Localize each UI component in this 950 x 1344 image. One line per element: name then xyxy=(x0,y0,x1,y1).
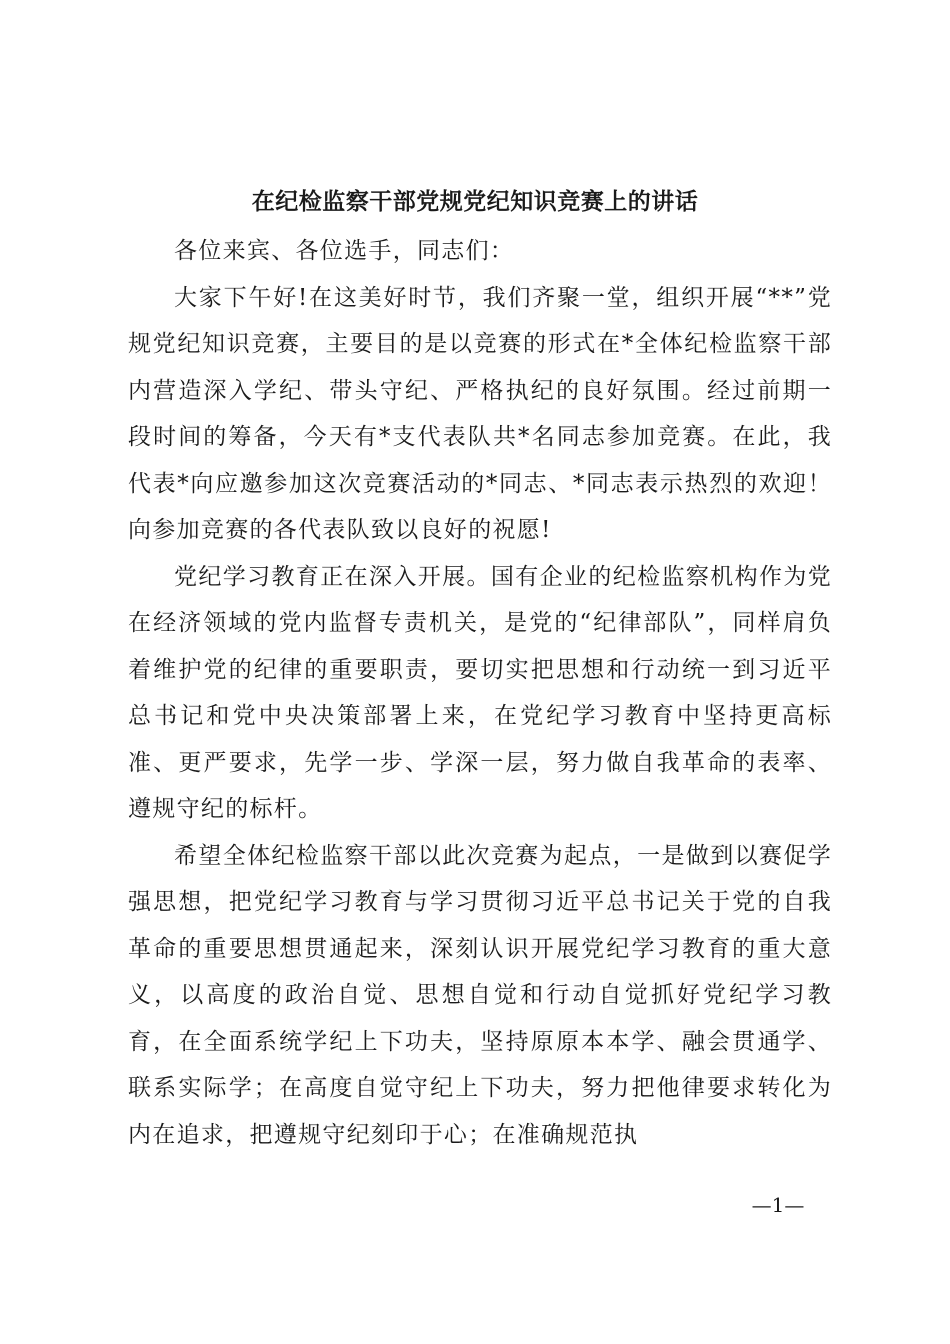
paragraph-discipline-education: 党纪学习教育正在深入开展。国有企业的纪检监察机构作为党在经济领域的党内监督专责机关，是党的“纪律部队”，同样肩负着维护党的纪律的重要职责，要切实把思想和行动统一到习近平总书记和党中央决策部署上来，在党纪学习教育中坚持更高标准、更严要求，先学一步、学深一层，努力做自我革命的表率、遵规守纪的标杆。 xyxy=(128,563,832,822)
page-number: —1— xyxy=(751,1193,805,1217)
document-title: 在纪检监察干部党规党纪知识竞赛上的讲话 xyxy=(251,188,699,215)
paragraph-hopes: 希望全体纪检监察干部以此次竞赛为起点，一是做到以赛促学强思想，把党纪学习教育与学习贯彻习近平总书记关于党的自我革命的重要思想贯通起来，深刻认识开展党纪学习教育的重大意义，以高度的政治自觉、思想自觉和行动自觉抓好党纪学习教育，在全面系统学纪上下功夫，坚持原原本本学、融会贯通学、联系实际学；在高度自觉守纪上下功夫，努力把他律要求转化为内在追求，把遵规守纪刻印于心；在准确规范执 xyxy=(128,842,832,1148)
document-body xyxy=(128,228,832,1158)
paragraph-opening: 大家下午好!在这美好时节，我们齐聚一堂，组织开展“**”党规党纪知识竞赛，主要目的是以竞赛的形式在*全体纪检监察干部内营造深入学纪、带头守纪、严格执纪的良好氛围。经过前期一段时间的筹备，今天有*支代表队共*名同志参加竞赛。在此，我代表*向应邀参加这次竞赛活动的*同志、*同志表示热烈的欢迎！向参加竞赛的各代表队致以良好的祝愿! xyxy=(128,284,832,543)
salutation: 各位来宾、各位选手，同志们： xyxy=(174,238,515,264)
